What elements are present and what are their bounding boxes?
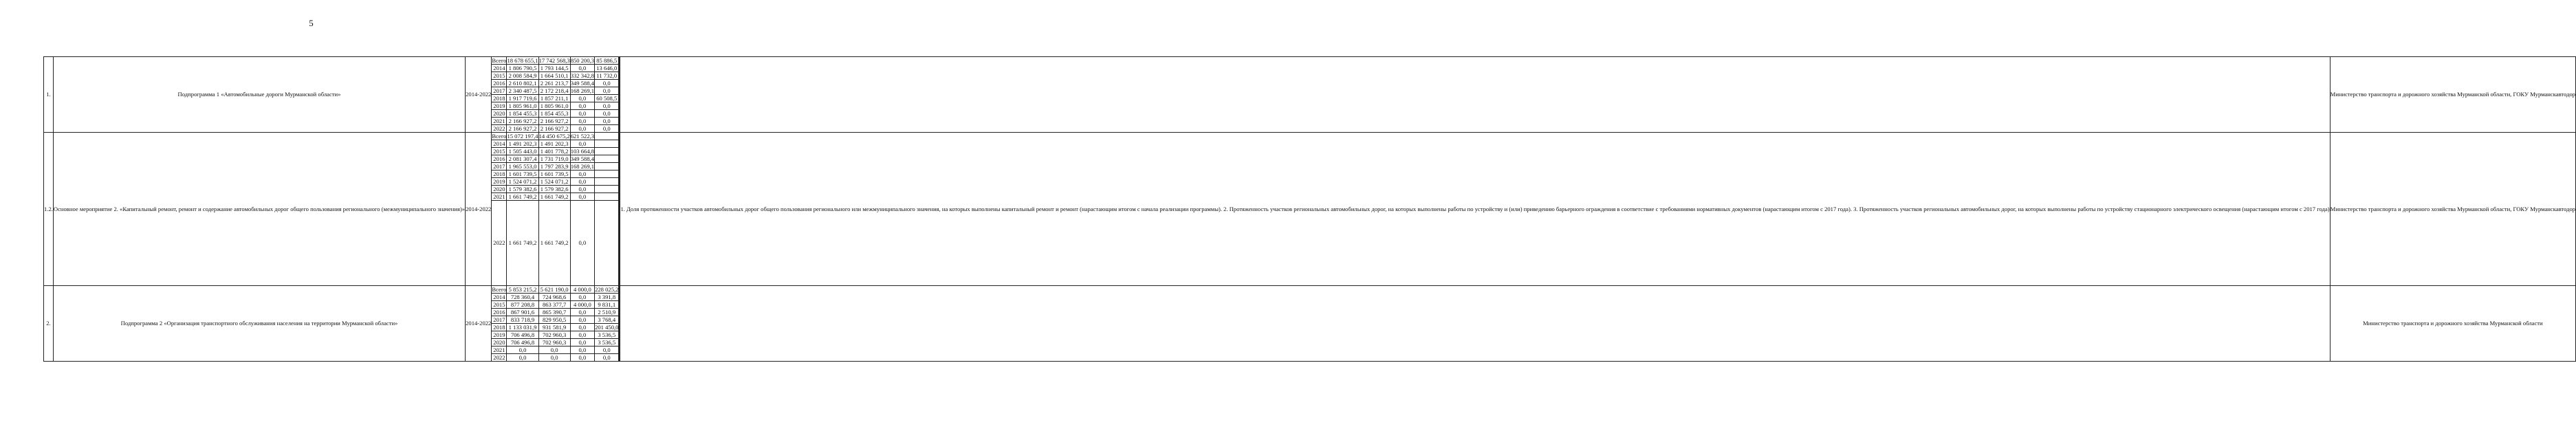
value-regional: 1 857 211,1: [538, 95, 570, 102]
value-total: 2 166 927,2: [507, 125, 538, 133]
value-total: 1 806 790,5: [507, 65, 538, 72]
year-cell: 2021: [492, 346, 507, 354]
value-regional: 14 450 675,2: [538, 132, 570, 140]
value-other: [595, 193, 619, 201]
value-federal: 0,0: [570, 346, 594, 354]
year-cell: 2022: [492, 354, 507, 362]
section-indicators: [620, 286, 2330, 362]
section-number: 2.: [44, 286, 54, 362]
value-other: 0,0: [595, 80, 619, 87]
value-federal: 0,0: [570, 324, 594, 331]
value-other: [595, 186, 619, 193]
value-regional: 1 579 382,6: [538, 186, 570, 193]
section-number: 1.2.: [44, 133, 54, 286]
value-regional: 1 793 144,5: [538, 65, 570, 72]
year-cell: 2015: [492, 72, 507, 80]
section-name: Подпрограмма 1 «Автомобильные дороги Мурманской области»: [53, 57, 465, 133]
year-cell: 2019: [492, 331, 507, 339]
value-other: 2 510,9: [595, 309, 619, 316]
value-regional: 1 524 071,2: [538, 178, 570, 186]
value-federal: 0,0: [570, 125, 594, 133]
value-other: 0,0: [595, 125, 619, 133]
value-federal: 0,0: [570, 110, 594, 118]
value-other: [595, 163, 619, 170]
value-regional: 1 491 202,3: [538, 140, 570, 148]
value-regional: 2 172 218,4: [538, 87, 570, 95]
year-cell: 2020: [492, 186, 507, 193]
value-total: 877 208,8: [507, 301, 538, 309]
value-other: 60 508,5: [595, 95, 619, 102]
value-regional: 702 960,3: [538, 339, 570, 346]
section-name: Подпрограмма 2 «Организация транспортного обслуживания населения на территории Мурманской области»: [53, 286, 465, 362]
value-total: 2 166 927,2: [507, 118, 538, 125]
year-cell: 2018: [492, 170, 507, 178]
value-regional: 1 401 778,2: [538, 148, 570, 155]
value-total: 1 917 719,6: [507, 95, 538, 102]
year-cell: 2016: [492, 80, 507, 87]
year-cell: 2015: [492, 301, 507, 309]
section-name: Основное мероприятие 2. «Капитальный ремонт, ремонт и содержание автомобильных дорог общего пользования регионального (межмуниципального значения)»: [53, 133, 465, 286]
value-regional: 0,0: [538, 346, 570, 354]
value-federal: 0,0: [570, 140, 594, 148]
section-indicators: 1. Доля протяженности участков автомобильных дорог общего пользования регионального или межмуниципального значения, на которых выполнены капитальный ремонт и ремонт (нарастающим итогом с начала реализации программы). 2. Протяженность участков региональных автомобильных дорог, на которых выполнены работы по устройству и (или) приведению барьерного ограждения в соответствие с требованиями нормативных документов (нарастающим итогом с 2017 года). 3. Протяженность участков региональных автомобильных дорог, на которых выполнены работы по устройству стационарного электрического освещения (нарастающим итогом с 2017 года): [620, 133, 2330, 286]
value-total: 1 661 749,2: [507, 193, 538, 201]
value-federal: 0,0: [570, 339, 594, 346]
value-federal: 332 342,8: [570, 72, 595, 79]
year-cell: 2022: [492, 125, 507, 133]
value-other: [595, 201, 619, 286]
year-cell: 2019: [492, 102, 507, 110]
value-total: 5 853 215,2: [507, 286, 538, 294]
value-regional: 724 968,6: [538, 294, 570, 301]
value-other: 13 646,0: [595, 65, 619, 72]
value-federal: 0,0: [570, 170, 594, 178]
section-period: 2014-2022: [466, 57, 492, 133]
value-regional: 2 166 927,2: [538, 125, 570, 133]
value-other: 0,0: [595, 118, 619, 125]
section-executor: Министерство транспорта и дорожного хозяйства Мурманской области, ГОКУ Мурманскавтодор: [2330, 57, 2575, 133]
value-federal: 168 269,1: [570, 162, 595, 170]
value-federal: 0,0: [570, 118, 594, 125]
value-regional: 1 854 455,3: [538, 110, 570, 118]
value-regional: 931 581,9: [538, 324, 570, 331]
value-regional: 17 742 568,3: [538, 56, 570, 64]
value-regional: 1 661 749,2: [538, 201, 570, 286]
value-other: 228 025,2: [595, 285, 619, 293]
year-cell: 2019: [492, 178, 507, 186]
section-period: 2014-2022: [466, 133, 492, 286]
year-cell: 2016: [492, 155, 507, 163]
value-regional: 5 621 190,0: [538, 286, 570, 294]
value-regional: 863 377,7: [538, 301, 570, 309]
value-regional: 1 797 283,9: [538, 163, 570, 170]
value-federal: 0,0: [570, 102, 594, 110]
year-cell: 2022: [492, 201, 507, 286]
year-cell: 2017: [492, 87, 507, 95]
year-cell: 2017: [492, 316, 507, 324]
value-regional: 1 601 739,5: [538, 170, 570, 178]
value-other: 3 391,8: [595, 294, 619, 301]
value-federal: 4 000,0: [570, 286, 594, 294]
value-total: 867 901,6: [507, 309, 538, 316]
value-regional: 702 960,3: [538, 331, 570, 339]
value-total: 1 524 071,2: [507, 178, 538, 186]
value-federal: 0,0: [570, 309, 594, 316]
value-other: 3 536,5: [595, 331, 619, 339]
value-other: 0,0: [595, 102, 619, 110]
section-period: 2014-2022: [466, 286, 492, 362]
value-total: 1 854 455,3: [507, 110, 538, 118]
year-cell: 2020: [492, 339, 507, 346]
value-other: [595, 133, 619, 140]
value-federal: 0,0: [570, 65, 594, 72]
year-cell: Всего: [492, 285, 507, 293]
value-federal: 621 522,3: [570, 132, 595, 140]
section-number: 1.: [44, 57, 54, 133]
value-regional: 0,0: [538, 354, 570, 362]
value-federal: 0,0: [570, 331, 594, 339]
value-total: 1 805 961,0: [507, 102, 538, 110]
value-total: 2 081 307,4: [507, 155, 538, 163]
value-total: 1 491 202,3: [507, 140, 538, 148]
year-cell: 2018: [492, 95, 507, 102]
value-federal: 0,0: [570, 201, 594, 286]
value-total: 1 661 749,2: [507, 201, 538, 286]
value-total: 1 133 031,9: [507, 324, 538, 331]
value-other: 0,0: [595, 346, 619, 354]
value-total: 1 579 382,6: [507, 186, 538, 193]
value-federal: 349 588,4: [570, 79, 595, 87]
value-federal: 0,0: [570, 294, 594, 301]
value-total: 833 718,9: [507, 316, 538, 324]
year-cell: 2014: [492, 140, 507, 148]
table-row: [44, 57, 2576, 65]
value-other: 201 450,0: [595, 323, 619, 331]
value-regional: 865 390,7: [538, 309, 570, 316]
value-other: [595, 170, 619, 178]
value-other: 0,0: [595, 87, 619, 95]
year-cell: 2014: [492, 65, 507, 72]
year-cell: Всего: [492, 56, 507, 64]
value-other: 9 831,1: [595, 301, 619, 309]
value-total: 0,0: [507, 346, 538, 354]
value-total: 15 072 197,4: [507, 132, 538, 140]
value-total: 2 340 487,5: [507, 87, 538, 95]
value-other: [595, 140, 619, 148]
value-regional: 2 166 927,2: [538, 118, 570, 125]
value-other: 3 768,4: [595, 316, 619, 324]
year-cell: 2020: [492, 110, 507, 118]
value-federal: 0,0: [570, 178, 594, 186]
value-other: [595, 178, 619, 186]
value-federal: 0,0: [570, 193, 594, 201]
year-cell: 2015: [492, 148, 507, 155]
value-total: 1 505 443,0: [507, 148, 538, 155]
value-other: 0,0: [595, 110, 619, 118]
value-regional: 1 664 510,1: [538, 72, 570, 80]
value-federal: 0,0: [570, 95, 594, 102]
value-federal: 349 588,4: [570, 155, 595, 162]
value-total: 0,0: [507, 354, 538, 362]
value-total: 1 601 739,5: [507, 170, 538, 178]
year-cell: 2021: [492, 193, 507, 201]
value-total: 1 965 553,0: [507, 163, 538, 170]
value-total: 2 008 584,9: [507, 72, 538, 80]
section-executor: Министерство транспорта и дорожного хозяйства Мурманской области: [2330, 286, 2575, 362]
value-regional: 1 661 749,2: [538, 193, 570, 201]
year-cell: Всего: [492, 132, 507, 140]
value-regional: 1 805 961,0: [538, 102, 570, 110]
value-federal: 850 200,3: [570, 56, 595, 64]
value-regional: 1 731 719,0: [538, 155, 570, 163]
value-federal: 103 664,8: [570, 147, 595, 155]
value-federal: 0,0: [570, 186, 594, 193]
section-indicators: [620, 57, 2330, 133]
value-total: 728 360,4: [507, 294, 538, 301]
value-federal: 0,0: [570, 354, 594, 362]
year-cell: 2016: [492, 309, 507, 316]
table-row: [44, 286, 2576, 294]
program-table: [43, 56, 2576, 362]
year-cell: 2018: [492, 324, 507, 331]
value-federal: 168 269,1: [570, 87, 595, 94]
year-cell: 2014: [492, 294, 507, 301]
value-federal: 0,0: [570, 316, 594, 324]
page-number: 5: [309, 18, 314, 28]
year-cell: 2021: [492, 118, 507, 125]
value-total: 18 678 655,1: [507, 56, 538, 64]
value-federal: 4 000,0: [570, 301, 594, 309]
value-other: [595, 155, 619, 163]
value-total: 706 496,8: [507, 339, 538, 346]
table-row: [44, 133, 2576, 140]
value-other: 85 886,5: [595, 57, 619, 65]
value-regional: 829 950,5: [538, 316, 570, 324]
value-other: 11 732,0: [595, 72, 619, 80]
value-other: 0,0: [595, 354, 619, 362]
value-total: 706 496,8: [507, 331, 538, 339]
value-other: [595, 148, 619, 155]
year-cell: 2017: [492, 163, 507, 170]
value-total: 2 610 802,1: [507, 80, 538, 87]
value-other: 3 536,5: [595, 339, 619, 346]
section-executor: Министерство транспорта и дорожного хозяйства Мурманской области, ГОКУ Мурманскавтодор: [2330, 133, 2575, 286]
value-regional: 2 261 213,7: [538, 80, 570, 87]
